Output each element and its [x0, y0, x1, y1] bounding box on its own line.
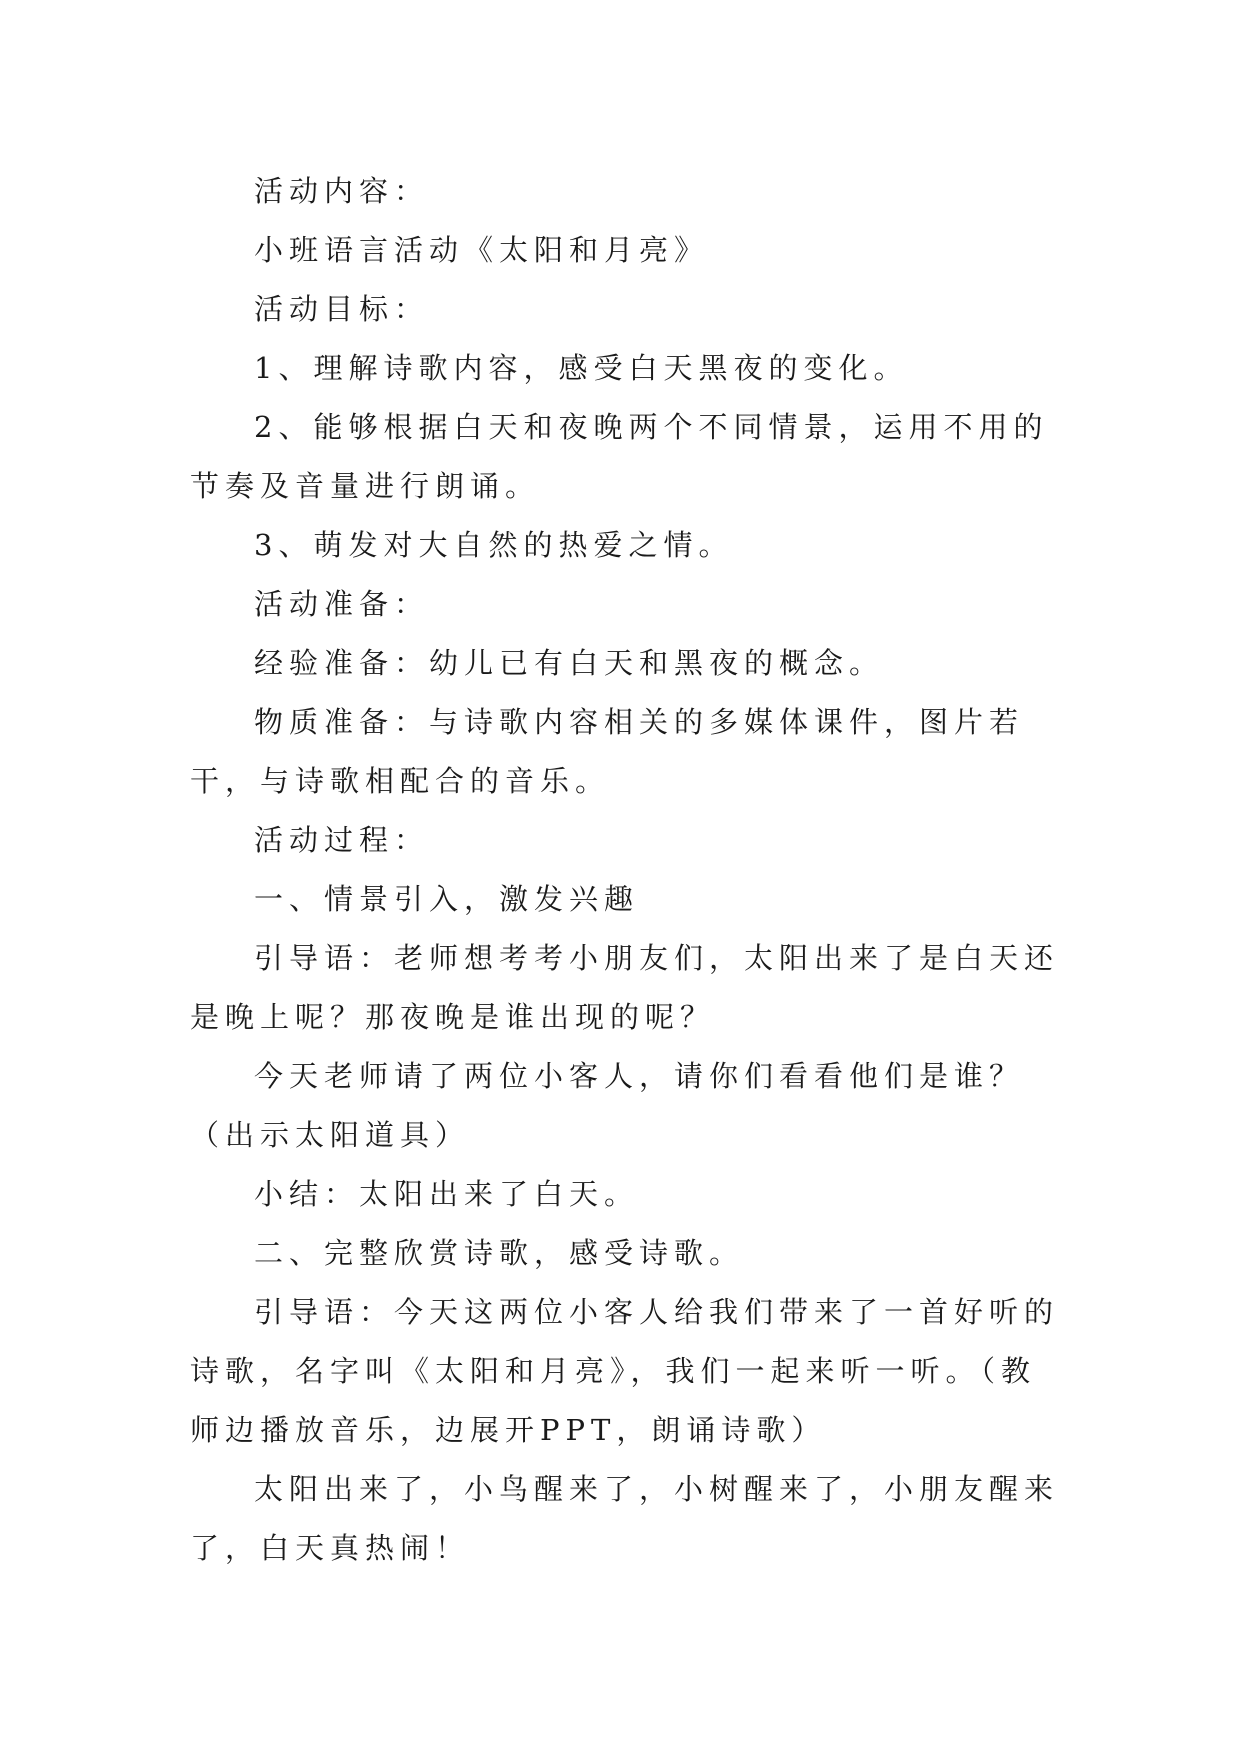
activity-goals-heading: 活动目标： — [254, 292, 430, 326]
material-preparation: 物质准备：与诗歌内容相关的多媒体课件，图片若干，与诗歌相配合的音乐。 — [190, 705, 1025, 798]
guiding-question-2: 引导语：今天这两位小客人给我们带来了一首好听的诗歌，名字叫《太阳和月亮》，我们一起来听一听。（教师边播放音乐，边展开PPT，朗诵诗歌） — [190, 1295, 1060, 1447]
activity-title: 小班语言活动《太阳和月亮》 — [254, 233, 710, 267]
process-step-2-heading: 二、完整欣赏诗歌，感受诗歌。 — [254, 1236, 745, 1270]
experience-preparation: 经验准备：幼儿已有白天和黑夜的概念。 — [254, 646, 885, 680]
goal-item-1: 1、理解诗歌内容，感受白天黑夜的变化。 — [254, 351, 909, 385]
activity-process-heading: 活动过程： — [254, 823, 430, 857]
activity-preparation-heading: 活动准备： — [254, 587, 430, 621]
poem-verse-day: 太阳出来了，小鸟醒来了，小树醒来了，小朋友醒来了，白天真热闹！ — [190, 1472, 1060, 1565]
guests-intro: 今天老师请了两位小客人，请你们看看他们是谁？（出示太阳道具） — [190, 1059, 1025, 1152]
guiding-question-1: 引导语：老师想考考小朋友们，太阳出来了是白天还是晚上呢？那夜晚是谁出现的呢？ — [190, 941, 1060, 1034]
goal-item-2: 2、能够根据白天和夜晚两个不同情景，运用不用的节奏及音量进行朗诵。 — [190, 410, 1049, 503]
activity-content-heading: 活动内容： — [254, 174, 430, 208]
summary-1: 小结：太阳出来了白天。 — [254, 1177, 640, 1211]
document-body — [190, 162, 1070, 1578]
goal-item-3: 3、萌发对大自然的热爱之情。 — [254, 528, 734, 562]
process-step-1-heading: 一、情景引入，激发兴趣 — [254, 882, 640, 916]
